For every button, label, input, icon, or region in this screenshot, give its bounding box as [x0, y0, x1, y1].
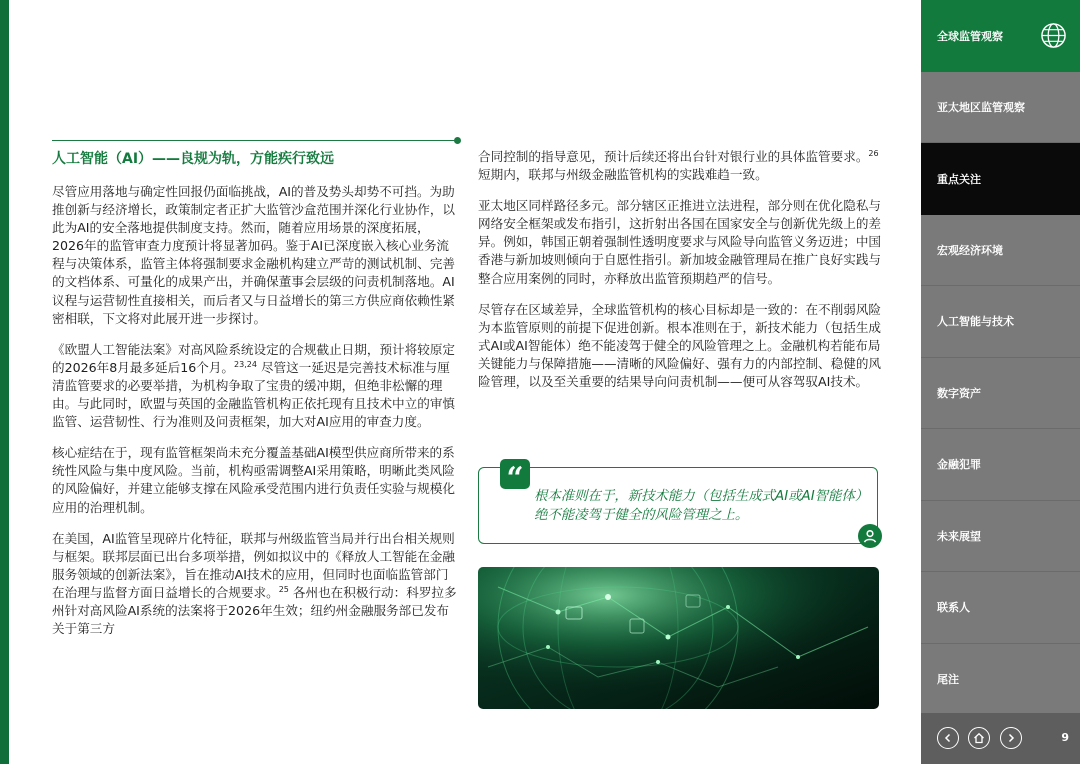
prev-icon — [943, 733, 953, 743]
sidebar-item-contacts[interactable] — [921, 572, 1080, 644]
paragraph: 尽管存在区域差异，全球监管机构的核心目标却是一致的：在不削弱风险为本监管原则的前提下促进创新。根本准则在于，新技术能力（包括生成式AI或AI智能体）绝不能凌驾于健全的风险管理之上。金融机构若能布局关键能力与保障措施——清晰的风险偏好、强有力的内部控制、稳健的风险管理，以及至关重要的结果导向问责机制——便可从容驾驭AI技术。 — [478, 301, 881, 390]
paragraph — [52, 341, 458, 431]
home-button[interactable] — [968, 727, 990, 749]
sidebar-item-endnotes[interactable] — [921, 644, 1080, 716]
pull-quote-text: 根本准则在于，新技术能力（包括生成式AI或AI智能体）绝不能凌驾于健全的风险管理之上。 — [534, 489, 869, 523]
sidebar-item-label: 尾注 — [937, 673, 959, 687]
sidebar-item-label: 重点关注 — [937, 172, 981, 186]
section-rule-dot — [454, 137, 461, 144]
footnote-ref[interactable]: 26 — [868, 148, 879, 158]
next-icon — [1006, 733, 1016, 743]
sidebar-item-global[interactable] — [921, 0, 1080, 72]
left-accent-bar — [0, 0, 9, 764]
left-column — [52, 183, 458, 651]
sidebar-nav — [921, 0, 1080, 764]
globe-icon — [1040, 22, 1067, 49]
right-column — [478, 148, 883, 404]
paragraph — [52, 530, 458, 639]
sidebar-item-label: 金融犯罪 — [937, 458, 981, 472]
sidebar-item-label: 全球监管观察 — [937, 29, 1003, 43]
sidebar-item-label: 亚太地区监管观察 — [937, 100, 1025, 114]
paragraph-text: 在美国，AI监管呈现碎片化特征，联邦与州级监管当局并行出台相关规则与框架。联邦层面已出台多项举措，例如拟议中的《释放人工智能在金融服务领域的创新法案》，旨在推动AI技术的应用，但同时也面临监管部门在治理与监督方面日益增长的合规要求。 — [52, 530, 455, 600]
next-page-button[interactable] — [1000, 727, 1022, 749]
home-icon — [973, 732, 985, 744]
sidebar-item-ai-tech[interactable] — [921, 286, 1080, 358]
user-icon — [858, 524, 882, 548]
sidebar-item-label: 宏观经济环境 — [937, 243, 1003, 257]
paragraph: 尽管应用落地与确定性回报仍面临挑战，AI的普及势头却势不可挡。为助推创新与经济增长，政策制定者正扩大监管沙盒范围并深化行业协作，以此为AI的安全落地提供制度支持。然而，随着应用场景的深度拓展，2026年的监管审查力度预计将显著加码。鉴于AI已深度嵌入核心业务流程与决策体系，监管主体将强制要求金融机构建立严苛的测试机制、完善的文档体系、可量化的成果产出，并确保董事会层级的问责机制落地。AI议程与运营韧性直接相关，而后者又与日益增长的第三方供应商依赖性紧密相联，下文将对此展开进一步探讨。 — [52, 184, 455, 326]
quote-icon: “ — [500, 459, 530, 489]
sidebar-item-label: 人工智能与技术 — [937, 315, 1014, 329]
section-rule — [52, 140, 458, 141]
paragraph-text: 短期内，联邦与州级金融监管机构的实践难趋一致。 — [478, 167, 768, 183]
sidebar-item-macro[interactable] — [921, 215, 1080, 287]
sidebar-item-financial-crime[interactable] — [921, 429, 1080, 501]
prev-page-button[interactable] — [937, 727, 959, 749]
sidebar-item-label: 未来展望 — [937, 529, 981, 543]
paragraph-text: 各州也在积极行动：科罗拉多州针对高风险AI系统的法案将于2026年生效；纽约州金融服务部已发布关于第三方 — [52, 584, 457, 637]
sidebar-item-apac[interactable] — [921, 72, 1080, 144]
paragraph-text: 尽管这一延迟是完善技术标准与厘清监管要求的必要举措，为机构争取了宝贵的缓冲期，但绝非松懈的理由。与此同时，欧盟与英国的金融监管机构正依托现有且技术中立的审慎监管、运营韧性、行为准则及问责框架，加大对AI应用的审查力度。 — [52, 359, 455, 430]
section-heading: 人工智能（AI）——良规为轨，方能疾行致远 — [52, 151, 335, 167]
footnote-ref[interactable]: 23,24 — [234, 359, 257, 369]
paragraph-text: 合同控制的指导意见，预计后续还将出台针对银行业的具体监管要求。 — [478, 149, 869, 164]
sidebar-item-label: 数字资产 — [937, 386, 981, 400]
paragraph: 亚太地区同样路径多元。部分辖区正推进立法进程，部分则在优化隐私与网络安全框架或发布指引，这折射出各国在国家安全与创新优先级上的差异。例如，韩国正朝着强制性透明度要求与风险导向监管义务迈进；中国香港与新加坡则倾向于自愿性指引。新加坡金融管理局在推广良好实践与整合应用案例的同时，亦释放出监管预期趋严的信号。 — [478, 198, 881, 286]
sidebar-item-digital-assets[interactable] — [921, 358, 1080, 430]
footer-nav — [921, 713, 1080, 764]
footnote-ref[interactable]: 25 — [278, 584, 289, 594]
paragraph-text: 《欧盟人工智能法案》对高风险系统设定的合规截止日期，预计将较原定的2026年8月最多延后16个月。 — [52, 341, 455, 375]
paragraph: 核心症结在于，现有监管框架尚未充分覆盖基础AI模型供应商所带来的系统性风险与集中度风险。当前，机构亟需调整AI采用策略，明晰此类风险的风险偏好，并建立能够支撑在风险承受范围内进行负责任实验与规模化应用的治理机制。 — [52, 445, 455, 515]
paragraph — [478, 148, 883, 184]
sidebar-item-outlook[interactable] — [921, 501, 1080, 573]
sidebar-item-label: 联系人 — [937, 601, 970, 615]
page-number: 9 — [1061, 731, 1069, 744]
network-globe-image — [478, 567, 879, 709]
sidebar-item-focus[interactable] — [921, 143, 1080, 215]
